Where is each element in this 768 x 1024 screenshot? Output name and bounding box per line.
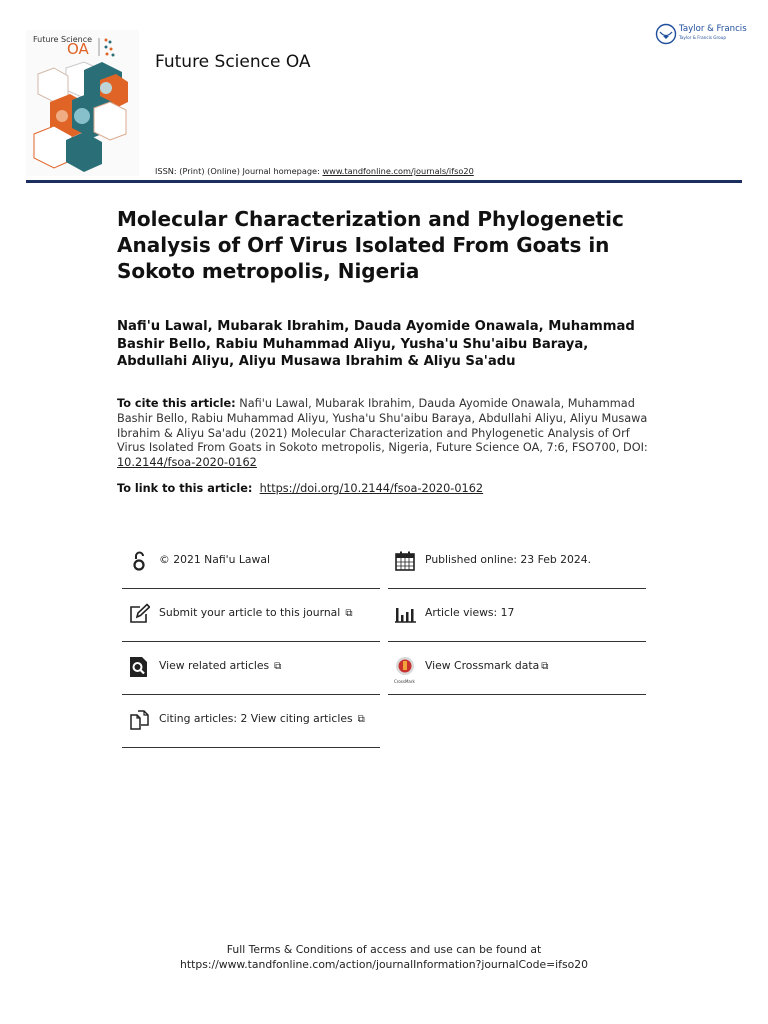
issn-line xyxy=(155,165,474,177)
article-doi-link[interactable]: https://doi.org/10.2144/fsoa-2020-0162 xyxy=(259,482,484,495)
cover-logo-mark xyxy=(95,36,119,58)
footer xyxy=(0,942,768,972)
crossmark-text: View Crossmark data xyxy=(425,659,540,672)
external-link-icon: ⧉ xyxy=(345,608,353,619)
cover-brand-text: Future Science xyxy=(33,35,93,44)
cover-hexagon-art xyxy=(26,60,139,176)
submit-article-link[interactable] xyxy=(159,606,352,621)
journal-cover xyxy=(26,30,139,176)
citing-articles-link[interactable] xyxy=(159,712,365,727)
crossmark-link[interactable] xyxy=(425,659,548,674)
open-access-icon xyxy=(128,550,150,572)
crossmark-badge-text: CrossMark xyxy=(394,679,415,684)
article-views-cell xyxy=(388,589,646,642)
published-cell xyxy=(388,536,646,589)
citing-documents-icon xyxy=(128,709,150,731)
edit-icon xyxy=(128,603,150,625)
copyright-text: © 2021 Nafi'u Lawal xyxy=(159,553,270,566)
citation-label: To cite this article: xyxy=(117,397,236,410)
footer-terms-text: Full Terms & Conditions of access and use can be found at xyxy=(226,943,542,956)
journal-homepage-link[interactable]: www.tandfonline.com/journals/ifso20 xyxy=(322,166,474,176)
external-link-icon: ⧉ xyxy=(274,661,282,672)
submit-article-text: Submit your article to this journal xyxy=(159,606,341,619)
related-articles-cell[interactable] xyxy=(122,642,380,695)
crossmark-icon xyxy=(394,656,416,678)
submit-article-cell[interactable] xyxy=(122,589,380,642)
issn-text: ISSN: (Print) (Online) Journal homepage: xyxy=(155,166,323,176)
citation-text: Nafi'u Lawal, Mubarak Ibrahim, Dauda Ayomide Onawala, Muhammad Bashir Bello, Rabiu Muhammad Aliyu, Yusha'u Shu'aibu Baraya, Abdullahi Aliyu, Aliyu Musawa Ibrahim & Aliyu Sa'adu (2021) Molecular Characterization and Phylogenetic Analysis of Orf Virus Isolated From Goats in Sokoto metropolis, Nigeria, Future Science OA, 7:6, FSO700, DOI: xyxy=(117,397,648,455)
citation-block xyxy=(117,397,649,471)
publisher-logo-icon xyxy=(655,23,677,45)
publisher-name: Taylor & Francis xyxy=(679,24,747,34)
copyright-cell xyxy=(122,536,380,589)
article-link-label: To link to this article: xyxy=(117,482,253,495)
search-document-icon xyxy=(128,656,150,678)
citing-articles-cell[interactable] xyxy=(122,695,380,748)
related-articles-text: View related articles xyxy=(159,659,270,672)
calendar-icon xyxy=(394,550,416,572)
published-date: Published online: 23 Feb 2024. xyxy=(425,553,592,566)
citation-doi-link[interactable]: 10.2144/fsoa-2020-0162 xyxy=(117,456,257,470)
article-link-block xyxy=(117,481,657,496)
journal-name: Future Science OA xyxy=(155,52,311,72)
external-link-icon: ⧉ xyxy=(541,661,549,672)
cover-oa-text: OA xyxy=(67,40,89,58)
article-views-text: Article views: 17 xyxy=(425,606,515,619)
crossmark-cell[interactable] xyxy=(388,642,646,695)
publisher-group: Taylor & Francis Group xyxy=(679,35,727,40)
header-rule xyxy=(26,180,742,183)
bar-chart-icon xyxy=(394,603,416,625)
article-authors: Nafi'u Lawal, Mubarak Ibrahim, Dauda Ayomide Onawala, Muhammad Bashir Bello, Rabiu Muhammad Aliyu, Yusha'u Shu'aibu Baraya, Abdullahi Aliyu, Aliyu Musawa Ibrahim & Aliyu Sa'adu xyxy=(117,319,635,369)
article-title: Molecular Characterization and Phylogenetic Analysis of Orf Virus Isolated From Goats in Sokoto metropolis, Nigeria xyxy=(117,207,624,283)
external-link-icon: ⧉ xyxy=(357,714,365,725)
citing-articles-text: Citing articles: 2 View citing articles xyxy=(159,712,353,725)
related-articles-link[interactable] xyxy=(159,659,281,674)
footer-terms-link[interactable]: https://www.tandfonline.com/action/journalInformation?journalCode=ifso20 xyxy=(180,958,588,971)
